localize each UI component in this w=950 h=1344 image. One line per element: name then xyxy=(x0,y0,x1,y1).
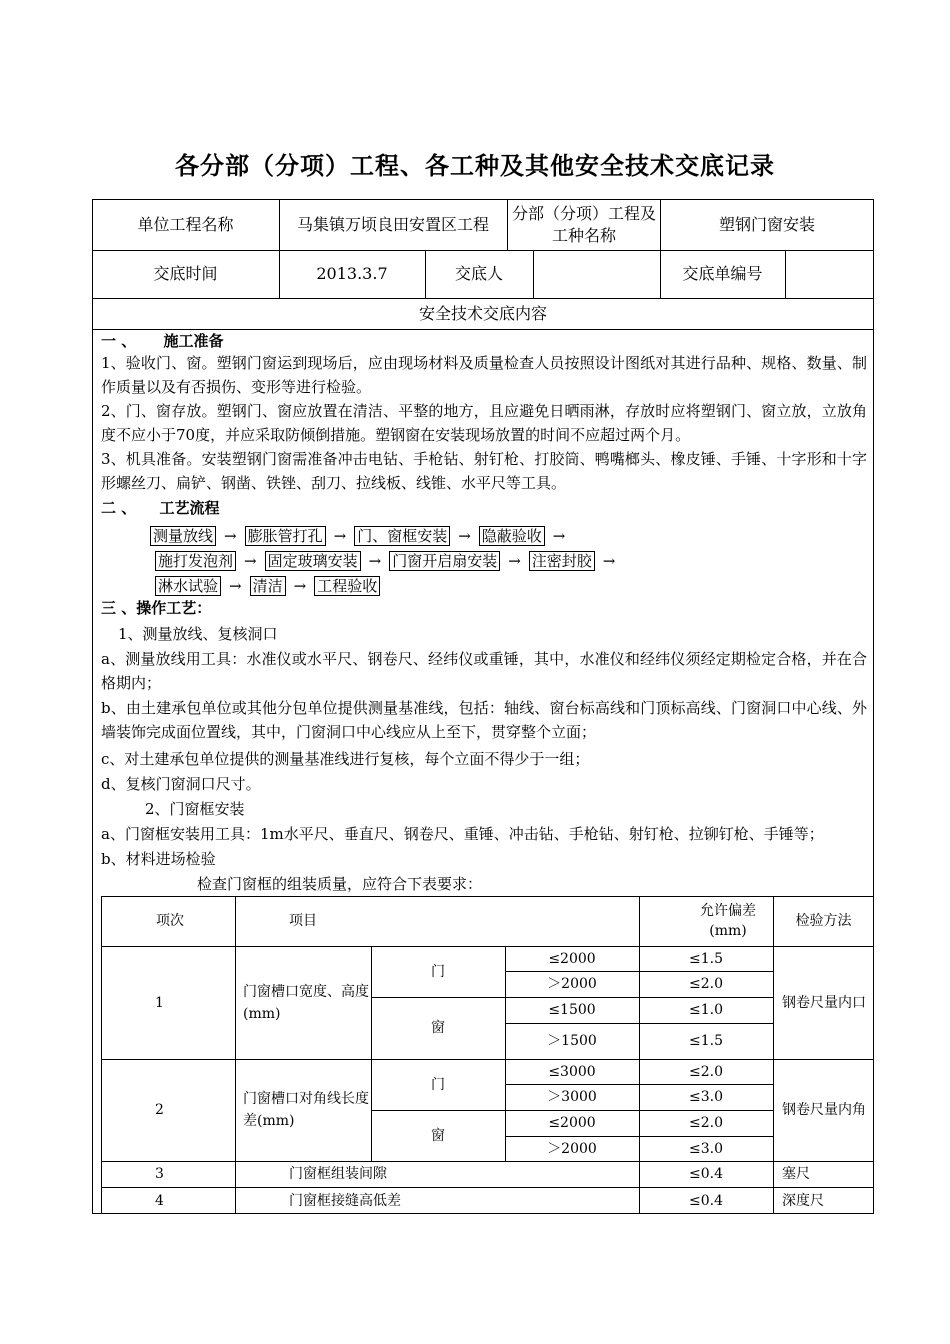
table-cell: ≤1.0 xyxy=(689,1002,723,1018)
section3-heading: 三 、操作工艺： xyxy=(101,599,212,617)
section1-paragraph-2: 2、门、窗存放。塑钢门、窗应放置在清洁、平整的地方，且应避免日晒雨淋，存放时应将塑钢门、窗立放，立放角度不应小于70度，并应采取防倾倒措施。塑钢窗在安装现场放置的时间不应超过两个月。 xyxy=(101,402,867,444)
unit-name-value: 马集镇万顷良田安置区工程 xyxy=(296,214,489,234)
table-cell: ≤1.5 xyxy=(689,950,723,967)
time-value: 2013.3.7 xyxy=(316,264,388,283)
table-row-4-no: 4 xyxy=(155,1192,164,1209)
table-cell: ≤3000 xyxy=(548,1063,596,1080)
flow-arrow: → xyxy=(244,552,257,570)
table-row-2-door: 门 xyxy=(431,1076,445,1093)
flow-step: 膨胀管打孔 xyxy=(245,526,326,546)
section1-paragraph-1: 1、验收门、窗。塑钢门窗运到现场后，应由现场材料及质量检查人员按照设计图纸对其进行品种、规格、数量、制作质量以及有否损伤、变形等进行检验。 xyxy=(101,354,867,396)
table-row-4-method: 深度尺 xyxy=(782,1192,824,1209)
sub-project-value: 塑钢门窗安装 xyxy=(718,214,815,234)
flow-arrow: → xyxy=(508,552,521,570)
table-row-4-item: 门窗框接缝高低差 xyxy=(289,1192,401,1209)
flow-step: 门窗开启扇安装 xyxy=(389,551,500,571)
number-label: 交底单编号 xyxy=(682,264,763,283)
table-row-2-no: 2 xyxy=(155,1102,164,1118)
step1-item-b: b、由土建承包单位或其他分包单位提供测量基准线，包括：轴线、窗台标高线和门顶标高线、门窗洞口中心线、外墙装饰完成面位置线，其中，门窗洞口中心线应从上至下，贯穿整个立面； xyxy=(101,699,867,741)
section2-heading-text: 工艺流程 xyxy=(159,499,220,517)
table-cell: ≤3.0 xyxy=(689,1089,723,1105)
table-cell: ≤2.0 xyxy=(689,1063,723,1080)
flow-step: 测量放线 xyxy=(150,526,216,546)
table-row-3-tolerance: ≤0.4 xyxy=(689,1166,723,1182)
table-header-method: 检验方法 xyxy=(795,913,852,929)
step2-title: 2、门窗框安装 xyxy=(145,800,245,818)
flow-step: 施打发泡剂 xyxy=(155,551,236,571)
flow-step: 工程验收 xyxy=(314,576,380,596)
step1-item-d: d、复核门窗洞口尺寸。 xyxy=(101,775,261,793)
flow-step: 注密封胶 xyxy=(529,551,595,571)
table-cell: ≤3.0 xyxy=(689,1140,723,1157)
person-value xyxy=(533,250,660,298)
section2-heading xyxy=(101,498,219,518)
flow-step: 清洁 xyxy=(250,576,286,596)
table-row-1-no: 1 xyxy=(155,994,164,1011)
content-divider xyxy=(92,329,874,330)
section1-heading xyxy=(101,331,223,351)
table-row-1-item: 门窗槽口宽度、高度(mm) xyxy=(243,983,369,1022)
table-intro: 检查门窗框的组装质量，应符合下表要求： xyxy=(197,875,483,893)
table-cell: ≤1.5 xyxy=(689,1033,723,1049)
table-header-tolerance: 允许偏差(mm) xyxy=(700,903,756,939)
person-label: 交底人 xyxy=(454,264,503,283)
table-cell: ≤2.0 xyxy=(689,976,723,992)
flow-arrow: → xyxy=(552,527,566,545)
header-col-line xyxy=(507,199,508,250)
table-row-2-window: 窗 xyxy=(431,1127,445,1144)
flow-arrow: → xyxy=(293,577,307,595)
flow-arrow: → xyxy=(458,527,471,545)
flow-arrow: → xyxy=(368,552,382,570)
flow-step: 隐蔽验收 xyxy=(479,526,545,546)
step2-item-a: a、门窗框安装用工具：1m水平尺、垂直尺、钢卷尺、重锤、冲击钻、手枪钻、射钉枪、拉铆钉枪、手锤等； xyxy=(101,825,824,843)
process-flow-row-3 xyxy=(155,576,380,596)
number-value xyxy=(785,250,874,298)
table-row-3-item: 门窗框组装间隙 xyxy=(289,1166,387,1182)
flow-arrow: → xyxy=(229,577,242,595)
table-cell: ＞2000 xyxy=(547,1140,597,1157)
flow-step: 淋水试验 xyxy=(155,576,221,596)
unit-name-label: 单位工程名称 xyxy=(137,214,234,234)
section2-heading-number: 二 、 xyxy=(101,499,137,517)
table-row-2-item: 门窗槽口对角线长度差(mm) xyxy=(243,1091,369,1129)
process-flow-row-1 xyxy=(150,526,573,546)
flow-arrow: → xyxy=(224,527,237,545)
section1-paragraph-3: 3、机具准备。安装塑钢门窗需准备冲击电钻、手枪钻、射钉枪、打胶筒、鸭嘴榔头、橡皮锤、手锤、十字形和十字形螺丝刀、扁铲、钢凿、铁锉、刮刀、拉线板、线锥、水平尺等工具。 xyxy=(101,450,867,492)
table-cell: ＞3000 xyxy=(547,1089,597,1105)
table-cell: ≤2000 xyxy=(548,950,596,967)
table-row-1-door: 门 xyxy=(431,963,445,980)
table-row-3-no: 3 xyxy=(155,1166,164,1182)
table-cell: ＞2000 xyxy=(547,976,597,992)
sub-project-label: 分部（分项）工程及工种名称 xyxy=(511,203,656,245)
table-row-1-window: 窗 xyxy=(431,1020,445,1036)
step2-item-b: b、材料进场检验 xyxy=(101,850,216,868)
table-row-4-tolerance: ≤0.4 xyxy=(689,1192,723,1209)
flow-step: 固定玻璃安装 xyxy=(265,551,361,571)
page-title: 各分部（分项）工程、各工种及其他安全技术交底记录 xyxy=(175,151,775,180)
section1-heading-number: 一 、 xyxy=(101,332,137,350)
step1-title: 1、测量放线、复核洞口 xyxy=(118,625,278,643)
section1-heading-text: 施工准备 xyxy=(163,332,224,350)
flow-arrow: → xyxy=(602,552,616,570)
flow-step: 门、窗框安装 xyxy=(354,526,450,546)
table-cell: ＞1500 xyxy=(547,1033,597,1049)
table-cell: ≤1500 xyxy=(548,1002,596,1018)
table-header-item: 项目 xyxy=(289,913,317,929)
step1-item-a: a、测量放线用工具：水准仪或水平尺、钢卷尺、经纬仪或重锤，其中，水准仪和经纬仪须经定期检定合格，并在合格期内； xyxy=(101,650,867,692)
table-row-1-method: 钢卷尺量内口 xyxy=(782,994,866,1011)
flow-arrow: → xyxy=(333,527,347,545)
table-row-2-method: 钢卷尺量内角 xyxy=(782,1102,866,1118)
table-header-no: 项次 xyxy=(156,913,184,929)
time-label: 交底时间 xyxy=(153,264,218,283)
table-row-3-method: 塞尺 xyxy=(782,1166,810,1182)
process-flow-row-2 xyxy=(155,551,623,571)
content-title: 安全技术交底内容 xyxy=(418,303,547,323)
table-cell: ≤2.0 xyxy=(689,1115,723,1131)
table-cell: ≤2000 xyxy=(548,1115,596,1131)
step1-item-c: c、对土建承包单位提供的测量基准线进行复核，每个立面不得少于一组； xyxy=(101,750,590,768)
